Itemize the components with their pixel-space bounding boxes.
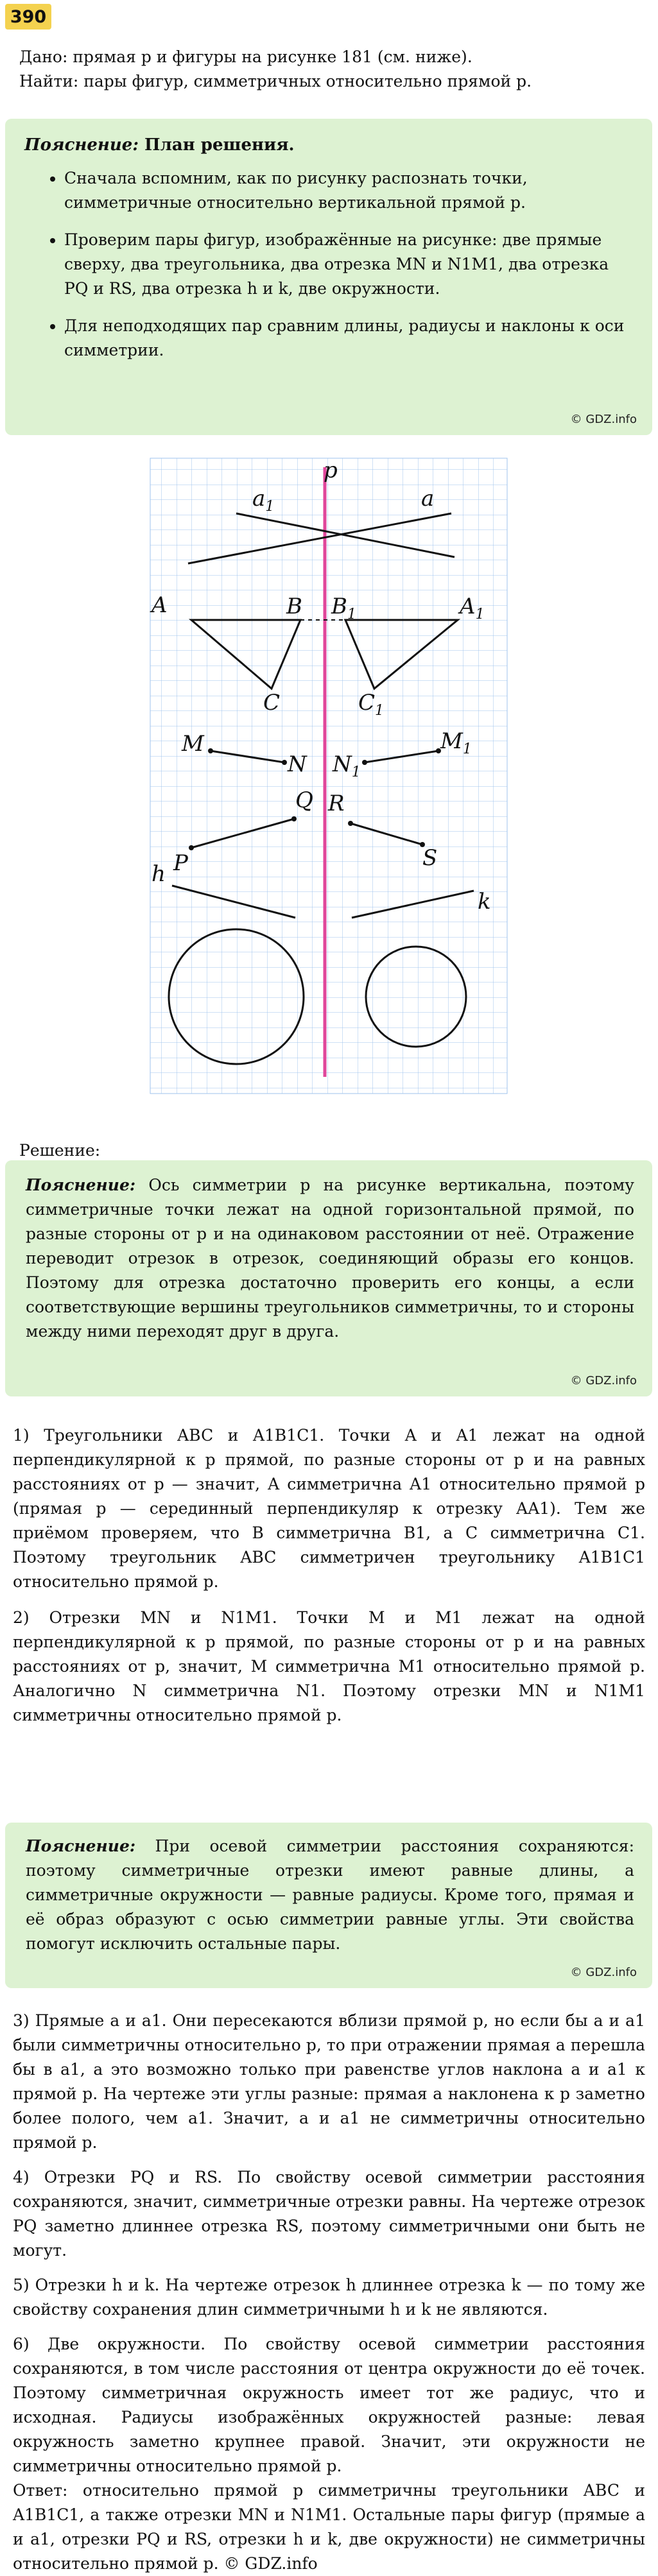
point-R xyxy=(348,821,353,826)
plan-title-rest: План решения. xyxy=(138,135,295,155)
explanation-1-prefix: Пояснение: xyxy=(26,1176,136,1194)
solution-heading: Решение: xyxy=(19,1141,101,1160)
paragraph-1: 1) Треугольники ABC и A1B1C1. Точки A и A1 лежат на одной перпендикулярной к p прямой, по разные стороны от p и на равных расстояниях от p — значит, A симметрична A1 относительно прямой p (прямая p — серединный перпендикуляр к отрезку AA1). Тем же приёмом проверяем, что B симметрична B1, а C симметрична C1. Поэтому треугольник ABC симметричен треугольнику A1B1C1 относительно прямой p. xyxy=(13,1426,645,1591)
answer: Ответ: относительно прямой p симметричны треугольники ABC и A1B1C1, а также отрезки MN и N1M1. Остальные пары фигур (прямые a и a1, отрезки PQ и RS, отрезки h и k, две окружности) не симметричны относительно прямой p. © GDZ.info xyxy=(13,2481,646,2573)
solution-part-2 xyxy=(13,2009,645,2576)
figure-181 xyxy=(146,454,511,1097)
label-N1: $N_1$ xyxy=(333,751,361,780)
label-R: R xyxy=(328,791,345,816)
plan-list xyxy=(24,166,634,363)
label-a: a xyxy=(421,486,435,511)
label-Q: Q xyxy=(295,787,313,813)
plan-item-3: • Для неподходящих пар сравним длины, радиусы и наклоны к оси симметрии. xyxy=(64,314,634,363)
label-B1: $B_1$ xyxy=(331,594,356,623)
grid xyxy=(150,458,507,1094)
given-line-1: Дано: прямая p и фигуры на рисунке 181 (см. ниже). xyxy=(19,47,472,66)
label-S: S xyxy=(422,845,438,871)
label-N: N xyxy=(288,751,307,777)
explanation-1-body: Ось симметрии p на рисунке вертикальна, поэтому симметричные точки лежат на одной горизонтальной прямой, по разные стороны от p и на одинаковом расстоянии от неё. Отражение переводит отрезок в отрезок, соединяющий образы его концов. Поэтому для отрезка достаточно проверить его концы, а если соответствующие вершины треугольников симметричны, то и стороны между ними переходят друг в друга. xyxy=(26,1176,634,1341)
paragraph-3: 3) Прямые a и a1. Они пересекаются вблизи прямой p, но если бы a и a1 были симметричны относительно p, то при отражении прямая a перешла бы в a1, а это возможно только при равенстве углов наклона a и a1 к прямой p. На чертеже эти углы разные: прямая a наклонена к p заметно более полого, чем a1. Значит, a и a1 не симметричны относительно прямой p. xyxy=(13,2011,645,2152)
paragraph-4: 4) Отрезки PQ и RS. По свойству осевой симметрии расстояния сохраняются, значит, симметричные отрезки равны. На чертеже отрезок PQ заметно длиннее отрезка RS, поэтому симметричными они быть не могут. xyxy=(13,2168,645,2260)
label-M: M xyxy=(182,731,204,757)
explanation-2-text xyxy=(26,1834,634,1956)
label-a1: $a_1$ xyxy=(252,486,275,515)
paragraph-5: 5) Отрезки h и k. На чертеже отрезок h длиннее отрезка k — по тому же свойству сохранения длин симметричными h и k не являются. xyxy=(13,2276,645,2319)
explanation-2-prefix: Пояснение: xyxy=(26,1837,136,1855)
paragraph-6: 6) Две окружности. По свойству осевой симметрии расстояния сохраняются, в том числе расстояния от центра окружности до её точек. Поэтому симметричная окружность имеет тот же радиус, что и исходная. Радиусы изображённых окружностей разные: левая окружность заметно крупнее правой. Значит, эти окружности не симметричны относительно прямой p. xyxy=(13,2335,645,2475)
plan-title-prefix: Пояснение: xyxy=(24,135,139,155)
plan-item-2: • Проверим пары фигур, изображённые на рисунке: две прямые сверху, два треугольника, два отрезка MN и N1M1, два отрезка PQ и RS, два отрезка h и k, две окружности. xyxy=(64,228,634,301)
label-M1: $M_1$ xyxy=(440,728,472,757)
given-block xyxy=(19,45,642,94)
plan-credit: © GDZ.info xyxy=(570,413,637,426)
plan-item-1: • Сначала вспомним, как по рисунку распознать точки, симметричные относительно вертикальной прямой p. xyxy=(64,166,634,215)
label-P: P xyxy=(173,850,188,876)
solution-part-1 xyxy=(13,1423,645,1728)
plan-box xyxy=(5,119,652,435)
label-A1: $A_1$ xyxy=(460,594,485,623)
paragraph-2: 2) Отрезки MN и N1M1. Точки M и M1 лежат на одной перпендикулярной к p прямой, по разные стороны от p и на равных расстояниях от p, значит, M симметрична M1 относительно прямой p. Аналогично N симметрична N1. Поэтому отрезки MN и N1M1 симметричны относительно прямой p. xyxy=(13,1608,645,1724)
label-A: A xyxy=(152,592,168,618)
explanation-2-credit: © GDZ.info xyxy=(570,1966,637,1979)
explanation-box-1 xyxy=(5,1160,652,1396)
point-P xyxy=(189,845,194,850)
explanation-box-2 xyxy=(5,1823,652,1988)
task-number-badge: 390 xyxy=(5,4,51,30)
label-B: B xyxy=(286,594,302,619)
point-N1 xyxy=(362,760,367,765)
label-h: h xyxy=(152,861,166,887)
point-Q xyxy=(291,816,297,821)
explanation-1-text xyxy=(26,1173,634,1344)
given-line-2: Найти: пары фигур, симметричных относительно прямой p. xyxy=(19,72,532,90)
plan-title xyxy=(24,135,634,155)
explanation-2-body: При осевой симметрии расстояния сохраняются: поэтому симметричные отрезки имеют равные длины, а симметричные окружности — равные радиусы. Кроме того, прямая и её образ образуют с осью симметрии равные углы. Эти свойства помогут исключить остальные пары. xyxy=(26,1837,634,1953)
explanation-1-credit: © GDZ.info xyxy=(570,1374,637,1387)
point-N xyxy=(282,760,287,765)
label-p: p xyxy=(324,458,338,483)
label-C: C xyxy=(263,690,281,716)
label-C1: $C_1$ xyxy=(358,690,385,719)
point-M xyxy=(208,748,213,753)
label-k: k xyxy=(478,889,491,914)
